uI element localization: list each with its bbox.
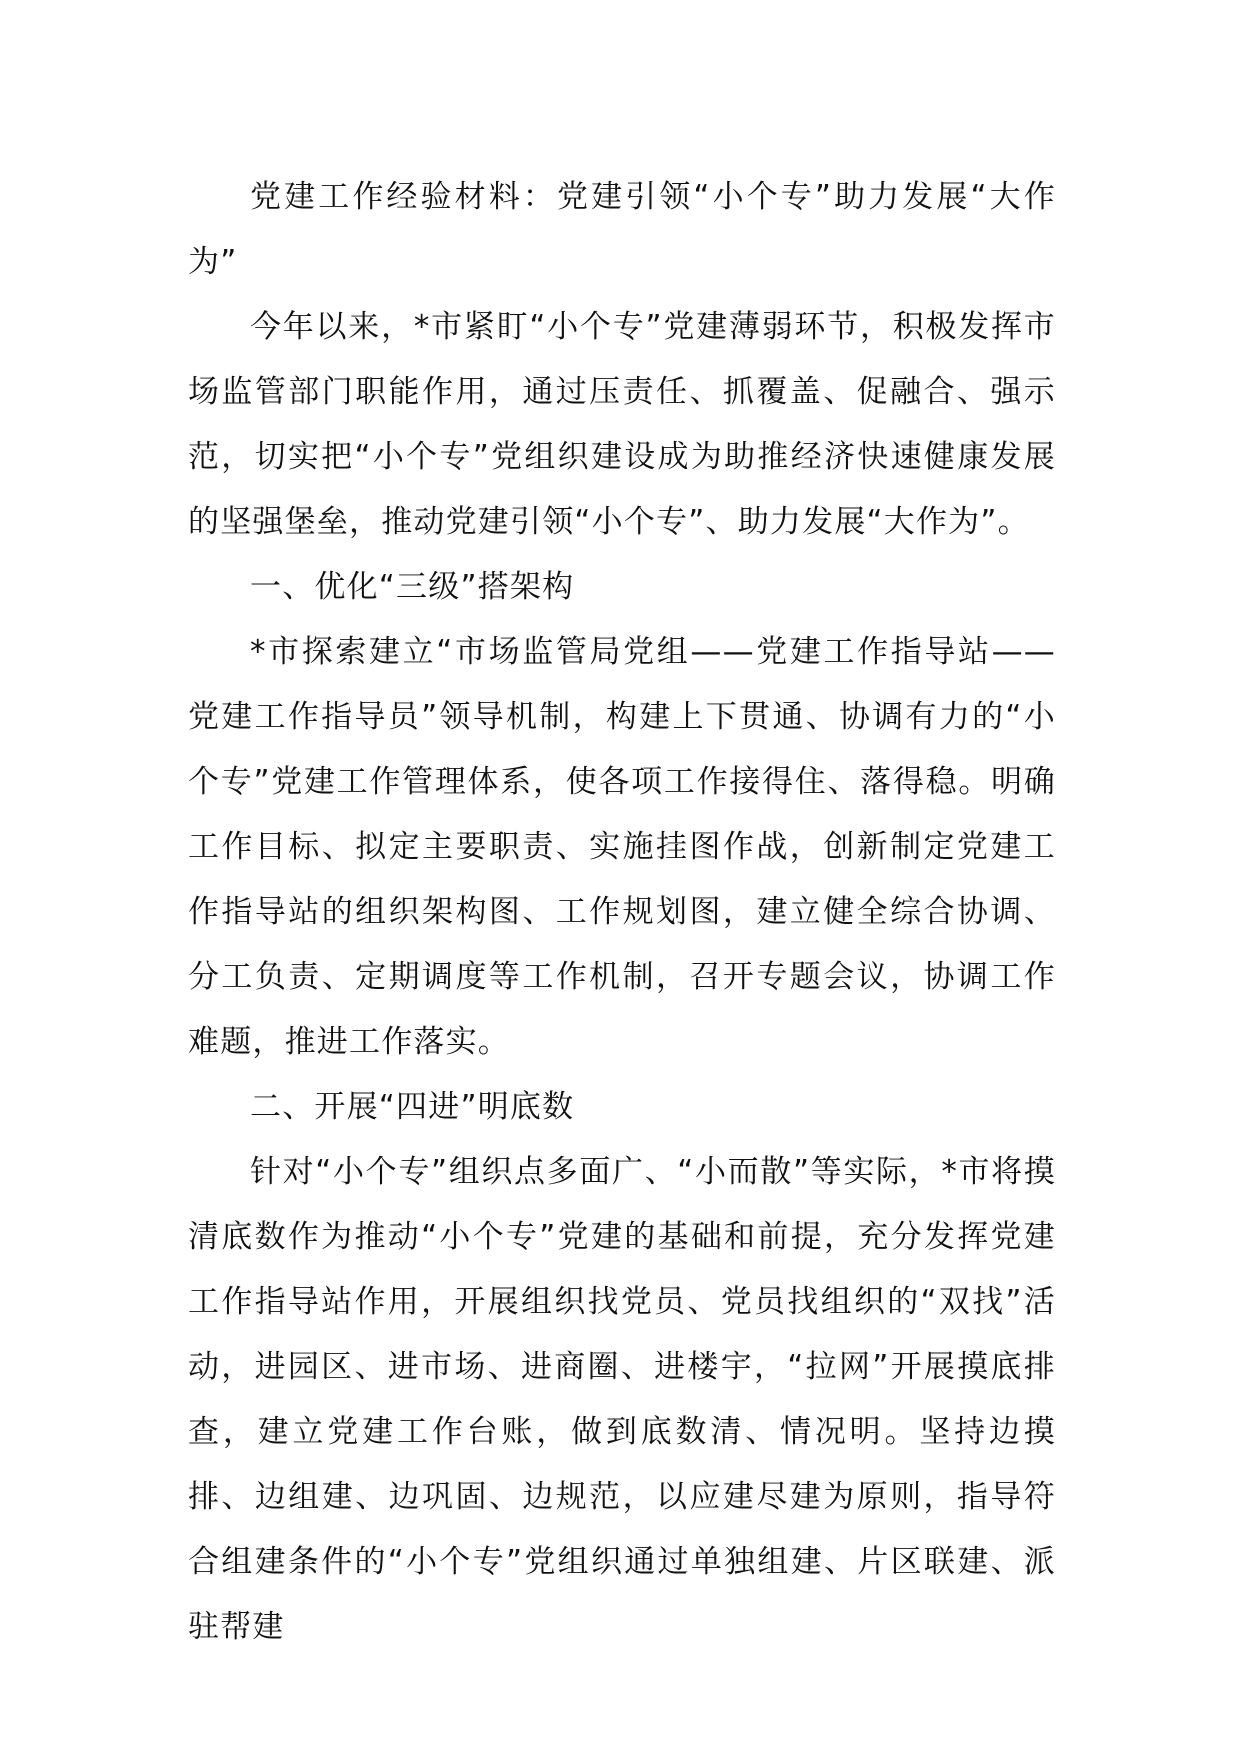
section-1-heading: 一、优化“三级”搭架构 — [250, 569, 575, 605]
document-body — [188, 165, 1056, 1660]
section-1-paragraph: *市探索建立“市场监管局党组——党建工作指导站——党建工作指导员”领导机制，构建上下贯通、协调有力的“小个专”党建工作管理体系，使各项工作接得住、落得稳。明确工作目标、拟定主要职责、实施挂图作战，创新制定党建工作指导站的组织架构图、工作规划图，建立健全综合协调、分工负责、定期调度等工作机制，召开专题会议，协调工作难题，推进工作落实。 — [188, 634, 1056, 1060]
intro-paragraph: 今年以来，*市紧盯“小个专”党建薄弱环节，积极发挥市场监管部门职能作用，通过压责任、抓覆盖、促融合、强示范，切实把“小个专”党组织建设成为助推经济快速健康发展的坚强堡垒，推动党建引领“小个专”、助力发展“大作为”。 — [188, 309, 1056, 540]
document-title: 党建工作经验材料：党建引领“小个专”助力发展“大作为” — [188, 179, 1056, 280]
section-2-paragraph: 针对“小个专”组织点多面广、“小而散”等实际，*市将摸清底数作为推动“小个专”党建的基础和前提，充分发挥党建工作指导站作用，开展组织找党员、党员找组织的“双找”活动，进园区、进市场、进商圈、进楼宇，“拉网”开展摸底排查，建立党建工作台账，做到底数清、情况明。坚持边摸排、边组建、边巩固、边规范，以应建尽建为原则，指导符合组建条件的“小个专”党组织通过单独组建、片区联建、派驻帮建 — [188, 1154, 1056, 1645]
section-2-heading: 二、开展“四进”明底数 — [250, 1089, 575, 1125]
